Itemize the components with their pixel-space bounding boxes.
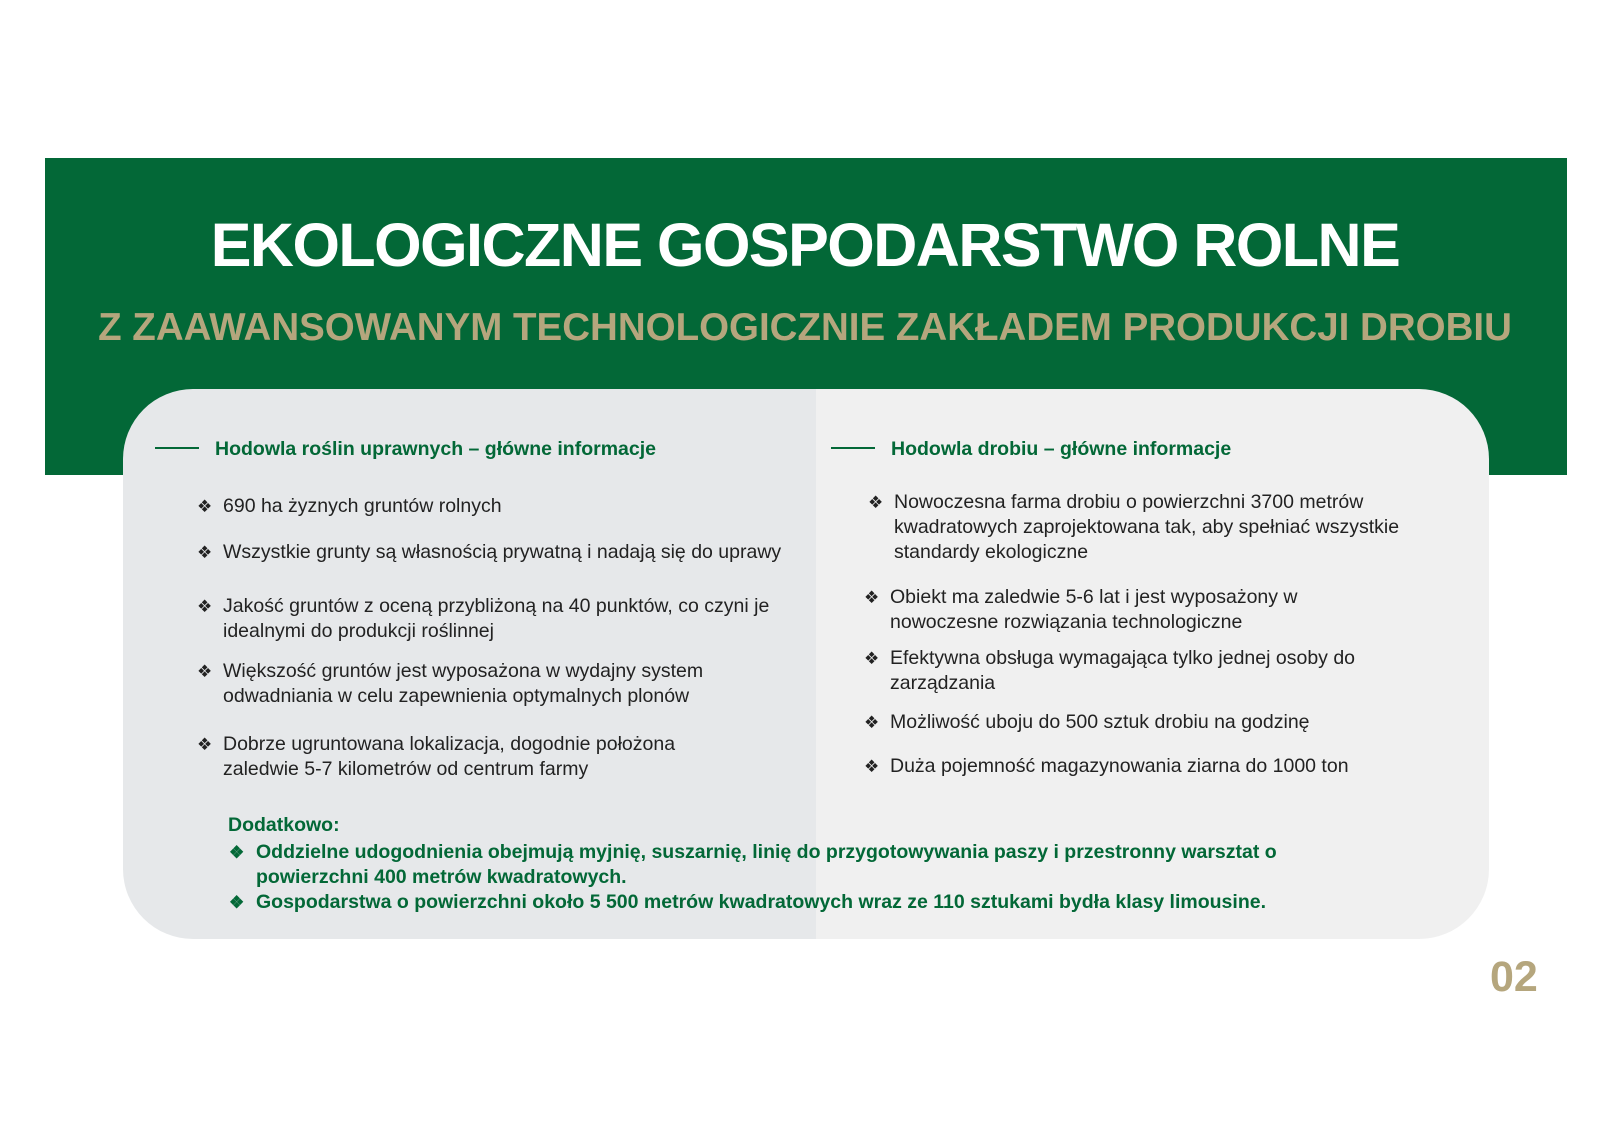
- bullet-diamond-icon: ❖: [197, 597, 213, 616]
- page-subtitle: Z ZAAWANSOWANYM TECHNOLOGICZNIE ZAKŁADEM PRODUKCJI DROBIU: [98, 306, 1512, 349]
- list-item-text: Obiekt ma zaledwie 5-6 lat i jest wyposażony w nowoczesne rozwiązania technologiczne: [890, 586, 1298, 633]
- bullet-diamond-icon: ❖: [864, 588, 880, 607]
- list-item-text: Większość gruntów jest wyposażona w wydajny system odwadniania w celu zapewnienia optymalnych plonów: [223, 660, 704, 707]
- left-column-heading: [155, 437, 656, 461]
- list-item-text: 690 ha żyznych gruntów rolnych: [223, 495, 502, 517]
- right-column-heading-text: Hodowla drobiu – główne informacje: [891, 438, 1232, 460]
- right-column-heading: [831, 437, 1231, 461]
- bullet-diamond-icon: ❖: [229, 843, 245, 862]
- list-item: [197, 732, 743, 782]
- bullet-diamond-icon: ❖: [229, 893, 245, 912]
- bullet-diamond-icon: ❖: [197, 662, 213, 681]
- list-item-text: Gospodarstwa o powierzchni około 5 500 metrów kwadratowych wraz ze 110 sztukami bydła klasy limousine.: [256, 891, 1266, 913]
- additional-label: Dodatkowo:: [228, 814, 340, 836]
- list-item-text: Wszystkie grunty są własnością prywatną i nadają się do uprawy: [223, 541, 782, 563]
- bullet-diamond-icon: ❖: [197, 497, 213, 516]
- list-item: [197, 540, 783, 565]
- list-item-text: Dobrze ugruntowana lokalizacja, dogodnie położona zaledwie 5-7 kilometrów od centrum farmy: [223, 733, 676, 780]
- heading-dash: [831, 447, 875, 449]
- bullet-diamond-icon: ❖: [864, 757, 880, 776]
- list-item: [197, 494, 783, 519]
- page-title: EKOLOGICZNE GOSPODARSTWO ROLNE: [210, 211, 1400, 279]
- bullet-diamond-icon: ❖: [197, 543, 213, 562]
- heading-dash: [155, 447, 199, 449]
- list-item: [229, 890, 1386, 915]
- list-item-text: Nowoczesna farma drobiu o powierzchni 3700 metrów kwadratowych zaprojektowana tak, aby spełniać wszystkie standardy ekologiczne: [894, 491, 1400, 563]
- list-item-text: Efektywna obsługa wymagająca tylko jednej osoby do zarządzania: [890, 647, 1356, 694]
- left-column-heading-text: Hodowla roślin uprawnych – główne informacje: [215, 438, 656, 460]
- list-item: [864, 585, 1390, 635]
- list-item: [864, 646, 1430, 696]
- list-item-text: Możliwość uboju do 500 sztuk drobiu na godzinę: [890, 711, 1310, 733]
- bullet-diamond-icon: ❖: [864, 713, 880, 732]
- list-item: [868, 490, 1474, 565]
- list-item: [229, 840, 1386, 890]
- bullet-diamond-icon: ❖: [864, 649, 880, 668]
- list-item: [864, 710, 1450, 735]
- list-item: [197, 594, 783, 644]
- list-item-text: Oddzielne udogodnienia obejmują myjnię, suszarnię, linię do przygotowywania paszy i przestronny warsztat o powierzchni 400 metrów kwadratowych.: [256, 841, 1277, 888]
- bullet-diamond-icon: ❖: [197, 735, 213, 754]
- list-item-text: Jakość gruntów z oceną przybliżoną na 40 punktów, co czyni je idealnymi do produkcji roślinnej: [223, 595, 770, 642]
- list-item: [864, 754, 1450, 779]
- list-item: [197, 659, 783, 709]
- bullet-diamond-icon: ❖: [868, 493, 884, 512]
- page-number: 02: [1490, 953, 1538, 1001]
- list-item-text: Duża pojemność magazynowania ziarna do 1000 ton: [890, 755, 1349, 777]
